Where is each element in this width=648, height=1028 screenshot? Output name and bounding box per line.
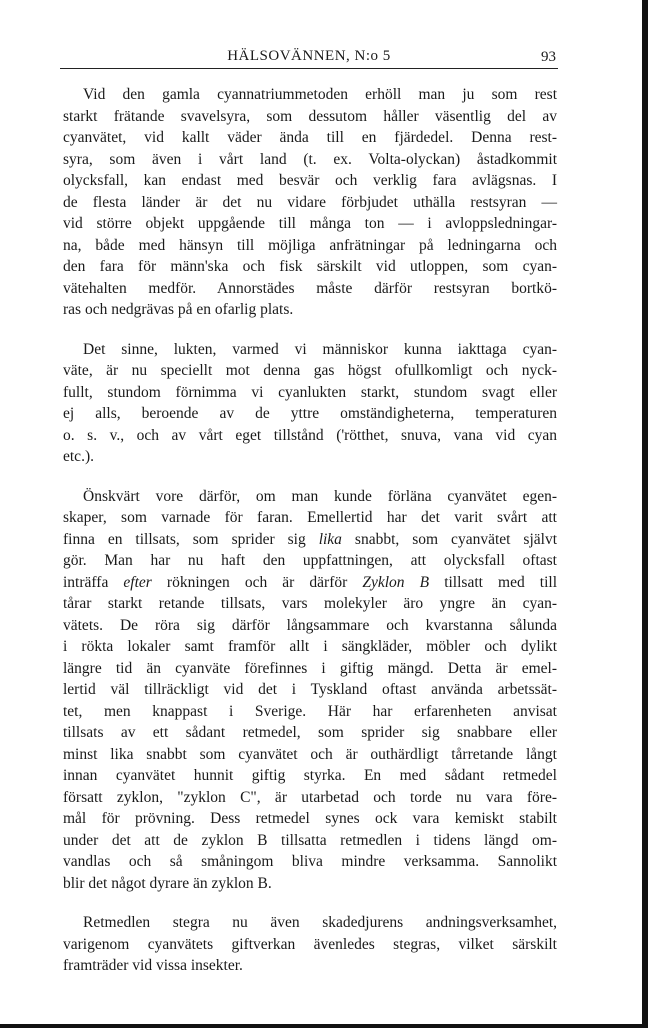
text-line — [63, 256, 557, 278]
text-line — [63, 679, 557, 701]
text-line — [63, 486, 557, 508]
text-run: den fara för männ'ska och fisk särskilt vid utloppen, som cyan- — [63, 258, 557, 275]
text-run: längre tid än cyanväte förefinnes i giftig mängd. Detta är emel- — [63, 659, 557, 677]
italic-emphasis: Zyklon B — [362, 573, 430, 591]
text-line — [63, 808, 557, 830]
text-line — [63, 339, 557, 361]
text-line — [63, 955, 557, 977]
text-run: tillsatt med till — [429, 573, 558, 591]
text-run: Vid den gamla cyannatriummetoden erhöll man ju som rest — [83, 86, 557, 103]
text-line — [63, 701, 557, 723]
text-line — [63, 912, 557, 934]
text-line — [63, 658, 557, 680]
text-run: snabbt, som cyanvätet självt — [341, 530, 557, 548]
text-run: ras och nedgrävas på en ofarlig plats. — [63, 301, 294, 318]
scan-edge-right — [642, 0, 648, 1028]
text-line — [63, 425, 557, 447]
text-run: na, både med hänsyn till möjliga anfrätningar på ledningarna och — [63, 236, 557, 254]
text-run: minst lika snabbt som cyanvätet och är outhärdligt tårretande långt — [63, 745, 557, 763]
text-line — [63, 636, 557, 658]
text-run: o. s. v., och av vårt eget tillstånd ('rötthet, snuva, vana vid cyan — [63, 426, 557, 444]
running-title: HÄLSOVÄNNEN, N:o 5 — [227, 48, 391, 64]
text-line — [63, 299, 557, 321]
text-run: mål för prövning. Dess retmedel synes ock vara kemiskt stabilt — [63, 810, 557, 827]
text-line — [63, 830, 557, 852]
text-run: skaper, som varnade för faran. Emellertid har det varit svårt att — [63, 509, 557, 526]
text-line — [63, 615, 557, 637]
text-line — [63, 360, 557, 382]
italic-emphasis: efter — [123, 573, 152, 591]
text-run: lertid väl tillräckligt vid det i Tyskland oftast använda arbetssät- — [63, 681, 557, 698]
text-line — [63, 382, 557, 404]
text-run: i rökta lokaler samt framför allt i sängkläder, möbler och dylikt — [63, 638, 557, 655]
text-run: framträder vid vissa insekter. — [63, 957, 243, 974]
text-line — [63, 572, 557, 594]
text-line — [63, 127, 557, 149]
text-run: finna en tillsats, som sprider sig — [63, 530, 319, 548]
text-line — [63, 550, 557, 572]
text-run: gör. Man har nu haft den uppfattningen, att olycksfall oftast — [63, 552, 557, 569]
text-run: cyanvätet, vid kallt väder ända till en fjärdedel. Denna rest- — [63, 129, 557, 146]
scan-edge-bottom — [0, 1024, 648, 1028]
text-run: ej alls, beroende av de yttre omständigheterna, temperaturen — [63, 405, 557, 422]
text-line — [63, 235, 557, 257]
text-run: tårar starkt retande tillsats, vars molekyler äro yngre än cyan- — [63, 595, 557, 612]
text-line — [63, 446, 557, 468]
text-run: de flesta länder är det nu vidare förbjudet uthälla restsyran — — [63, 193, 557, 211]
text-line — [63, 744, 557, 766]
text-run: tet, men knappast i Sverige. Här har erfarenheten anvisat — [63, 702, 557, 720]
text-run: under det att de zyklon B tillsatta retmedlen i tidens längd om- — [63, 831, 557, 849]
text-run: vätets. De röra sig därför långsammare och kvarstanna sålunda — [63, 616, 557, 634]
text-line — [63, 106, 557, 128]
text-run: tillsats av ett sådant retmedel, som sprider sig snabbare eller — [63, 724, 557, 741]
text-run: vid större objekt uppgående till många ton — i avloppsledningar- — [63, 215, 557, 232]
text-run: etc.). — [63, 448, 94, 465]
text-line — [63, 593, 557, 615]
text-line — [63, 765, 557, 787]
text-line — [63, 787, 557, 809]
text-line — [63, 529, 557, 551]
text-line — [63, 192, 557, 214]
text-run: rökningen och är därför — [151, 573, 363, 591]
page-number: 93 — [541, 49, 556, 65]
text-run: väte, är nu speciellt mot denna gas högst ofullkomligt och nyck- — [63, 362, 557, 379]
page-header — [60, 44, 558, 69]
text-line — [63, 934, 557, 956]
text-line — [63, 149, 557, 171]
paragraph — [63, 486, 557, 895]
text-line — [63, 403, 557, 425]
text-line — [63, 873, 557, 895]
text-run: Det sinne, lukten, varmed vi människor kunna iakttaga cyan- — [83, 340, 557, 358]
text-line — [63, 851, 557, 873]
paragraph — [63, 84, 557, 321]
paragraph — [63, 912, 557, 977]
text-run: vandlas och så småningom bliva mindre verksamma. Sannolikt — [63, 853, 557, 870]
text-run: syra, som även i vårt land (t. ex. Volta-olyckan) åstadkommit — [63, 150, 557, 168]
text-run: försatt zyklon, "zyklon C", är utarbetad och torde nu vara före- — [63, 788, 557, 806]
text-run: innan cyanvätet hunnit giftig styrka. En med sådant retmedel — [63, 767, 557, 784]
text-line — [63, 170, 557, 192]
italic-emphasis: likа — [318, 530, 342, 548]
text-run: olycksfall, kan endast med besvär och verklig fara avlägsnas. I — [63, 172, 557, 189]
body-text — [63, 84, 557, 995]
text-run: fullt, stundom förnimma vi cyanlukten starkt, stundom svagt eller — [63, 383, 557, 401]
text-run: starkt frätande svavelsyra, som dessutom håller väsentlig del av — [63, 107, 557, 125]
text-run: inträffa — [63, 573, 124, 591]
text-run: Retmedlen stegra nu även skadedjurens andningsverksamhet, — [83, 914, 557, 931]
text-line — [63, 722, 557, 744]
text-run: varigenom cyanvätets giftverkan ävenledes stegras, vilket särskilt — [63, 935, 557, 953]
text-run: blir det något dyrare än zyklon B. — [63, 874, 272, 892]
paragraph — [63, 339, 557, 468]
text-run: vätehalten medför. Annorstädes måste därför restsyran bortkö- — [63, 279, 557, 297]
text-run: Önskvärt vore därför, om man kunde förläna cyanvätet egen- — [83, 487, 557, 505]
text-line — [63, 278, 557, 300]
text-line — [63, 507, 557, 529]
text-line — [63, 84, 557, 106]
text-line — [63, 213, 557, 235]
